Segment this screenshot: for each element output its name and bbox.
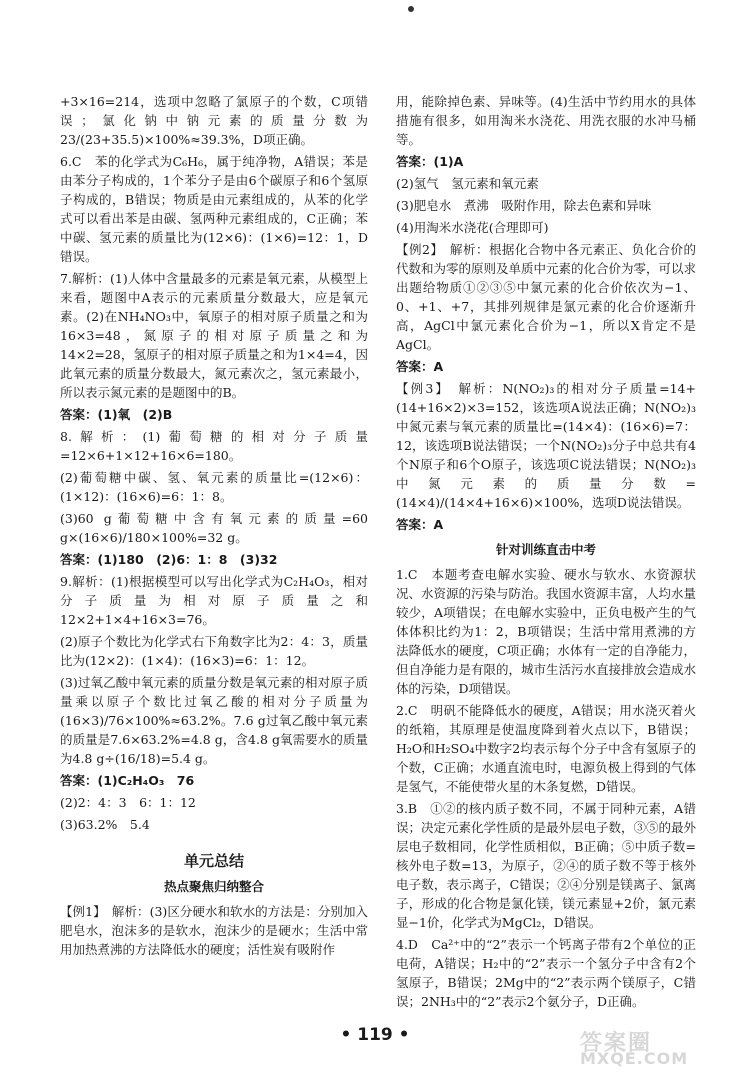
answer-line: (2)氢气 氢元素和氧元素 — [396, 176, 539, 191]
left-column — [60, 92, 368, 962]
answer-8-part1: 8.解析：(1)葡萄糖的相对分子质量=12×6+1×12+16×6=180。 — [60, 429, 368, 463]
answer-9-part1: 9.解析：(1)根据模型可以写出化学式为C₂H₄O₃，相对分子质量为相对原子质量之和12×2+1×4+16×3=76。 — [60, 574, 368, 627]
answer-line: (3)63.2% 5.4 — [60, 817, 150, 832]
answer-line: (2)2：4：3 6：1：12 — [60, 795, 196, 810]
paragraph: +3×16=214，选项中忽略了氯原子的个数，C项错误；氯化钠中钠元素的质量分数为 23/(23+35.5)×100%≈39.3%，D项正确。 — [60, 94, 368, 147]
paragraph: 用，能除掉色素、异味等。(4)生活中节约用水的具体措施有很多，如用淘米水浇花、用洗衣服的水冲马桶等。 — [396, 94, 696, 147]
training-3: 3.B ①②的核内质子数不同，不属于同种元素，A错误；决定元素化学性质的是最外层电子数，③⑤的最外层电子数相同，化学性质相似，B正确；⑤中质子数=核外电子数=13，为原子，②④的质子数不等于核外电子数，表示离子，C错误；②④分别是镁离子、氯离子，形成的化合物是氯化镁，镁元素显+2价，氯元素显−1价，化学式为MgCl₂，D错误。 — [396, 801, 697, 930]
answer-line: 答案：(1)氧 (2)B — [60, 407, 173, 422]
example-1: 【例1】 解析：(3)区分硬水和软水的方法是：分别加入肥皂水，泡沫多的是软水，泡沫少的是硬水；生活中常用加热煮沸的方法降低水的硬度；活性炭有吸附作 — [60, 904, 368, 957]
answer-line: (4)用淘米水浇花(合理即可) — [396, 220, 549, 235]
answer-8-part3: (3)60 g葡萄糖中含有氧元素的质量=60 g×(16×6)/180×100%=32 g。 — [60, 511, 368, 545]
answer-line: 答案：(1)C₂H₄O₃ 76 — [60, 773, 195, 788]
answer-line: 答案：(1)180 (2)6：1：8 (3)32 — [60, 552, 278, 567]
decorative-dot — [408, 6, 414, 12]
training-4: 4.D Ca²⁺中的“2”表示一个钙离子带有2个单位的正电荷，A错误；H₂中的“2”表示一个氢分子中含有2个氢原子，B错误；2Mg中的“2”表示两个镁原子，C错误；2NH₃中的“2”表示2个氨分子，D正确。 — [396, 937, 696, 1009]
training-2: 2.C 明矾不能降低水的硬度，A错误；用水浇灭着火的纸箱，其原理是使温度降到着火点以下，B错误；H₂O和H₂SO₄中数字2均表示每个分子中含有氢原子的个数，C正确；水通直流电时，电源负极上得到的气体是氢气，不能使带火星的木条复燃，D错误。 — [396, 703, 696, 794]
answer-6: 6.C 苯的化学式为C₆H₆，属于纯净物，A错误；苯是由苯分子构成的，1个苯分子是由6个碳原子和6个氢原子构成的，B错误；物质是由元素组成的，从苯的化学式可以看出苯是由碳、氢两种元素组成的，C正确；苯中碳、氢元素的质量比为(12×6)：(1×6)=12：1，D错误。 — [60, 154, 368, 264]
training-1: 1.C 本题考查电解水实验、硬水与软水、水资源状况、水资源的污染与防治。我国水资源丰富，人均水量较少，A项错误；在电解水实验中，正负电极产生的气体体积比约为1：2，B项错误；生活中常用煮沸的方法降低水的硬度，C项正确；水体有一定的自净能力，但自净能力是有限的，城市生活污水直接排放会造成水体的污染，D项错误。 — [396, 567, 697, 696]
right-column — [396, 92, 696, 1014]
answer-line: (3)肥皂水 煮沸 吸附作用，除去色素和异味 — [396, 198, 652, 213]
answer-9-part2: (2)原子个数比为化学式右下角数字比为2：4：3，质量比为(12×2)：(1×4)：(16×3)=6：1：12。 — [60, 634, 368, 668]
example-3: 【例3】 解析：N(NO₂)₃的相对分子质量=14+(14+16×2)×3=152，该选项A说法正确；N(NO₂)₃中氮元素与氧元素的质量比=(14×4)：(16×6)=7：12，该选项B说法错误；一个N(NO₂)₃分子中总共有4个N原子和6个O原子，该选项C说法错误；N(NO₂)₃中氮元素的质量分数=(14×4)/(14×4+16×6)×100%，选项D说法错误。 — [396, 381, 696, 510]
answer-line: 答案：(1)A — [396, 154, 464, 169]
right-heading: 针对训练直击中考 — [495, 542, 596, 557]
answer-9-part3: (3)过氧乙酸中氧元素的质量分数是氧元素的相对原子质量乘以原子个数比过氧乙酸的相对分子质量为 (16×3)/76×100%≈63.2%。7.6 g过氧乙酸中氧元素的质量是7.6×63.2%=4.8 g，含4.8 g氧需要水的质量为4.8 g÷(16/18)=5.4 g。 — [60, 675, 368, 766]
answer-7: 7.解析：(1)人体中含量最多的元素是氧元素，从模型上来看，题图中A表示的元素质量分数最大，应是氧元素。(2)在NH₄NO₃中，氧原子的相对原子质量之和为16×3=48，氮原子的相对原子质量之和为14×2=28，氢原子的相对原子质量之和为1×4=4，因此氧元素的质量分数最大，氮元素次之，氢元素最小，所以表示氮元素的是题图中的B。 — [60, 271, 368, 400]
watermark-text: 答案圈 — [580, 1031, 653, 1056]
watermark-logo — [580, 1031, 730, 1082]
answer-line: 答案：A — [396, 359, 444, 374]
page-number: • 119 • — [340, 1025, 410, 1045]
answer-8-part2: (2)葡萄糖中碳、氢、氧元素的质量比=(12×6)：(1×12)：(16×6)=6：1：8。 — [60, 470, 368, 504]
section-subtitle: 热点聚焦归纳整合 — [163, 879, 264, 894]
watermark-url: MXQE.COM — [580, 1049, 689, 1068]
answer-line: 答案：A — [396, 517, 444, 532]
example-2: 【例2】 解析：根据化合物中各元素正、负化合价的代数和为零的原则及单质中元素的化合价为零，可以求出题给物质①②③⑤中氯元素的化合价依次为−1、0、+1、+7，其排列规律是氯元素的化合价逐渐升高，AgCl中氯元素化合价为−1，所以X肯定不是AgCl。 — [396, 242, 697, 352]
section-title: 单元总结 — [183, 852, 244, 870]
